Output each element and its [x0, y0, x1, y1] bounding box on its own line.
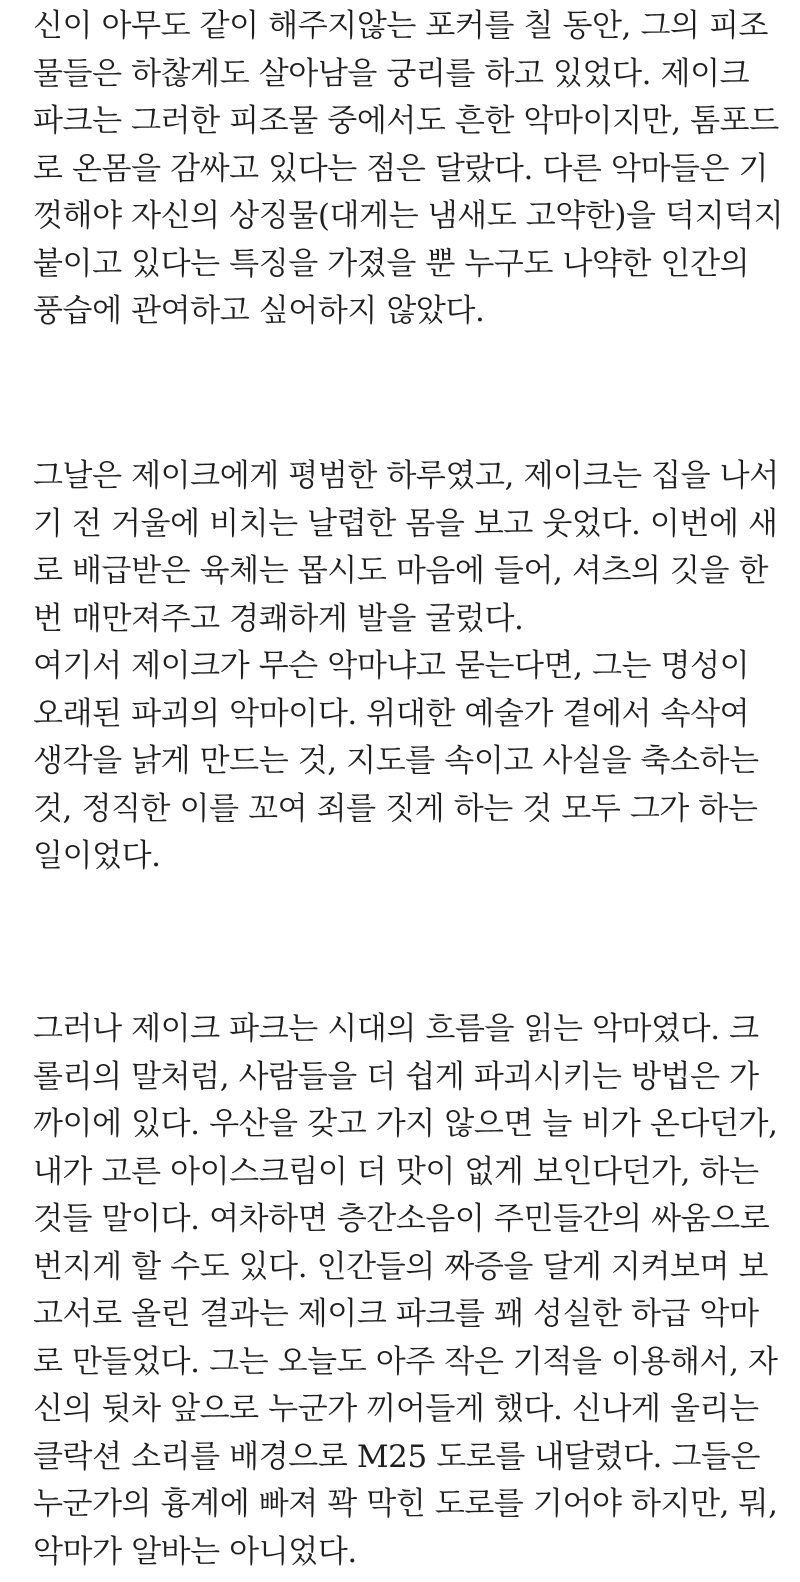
text-line: 내가 고른 아이스크림이 더 맛이 없게 보인다던가, 하는 — [33, 1153, 759, 1190]
text-line: 클락션 소리를 배경으로 M25 도로를 내달렸다. 그들은 — [33, 1438, 761, 1475]
text-line: 누군가의 흉계에 빠져 꽉 막힌 도로를 기어야 하지만, 뭐, — [33, 1486, 778, 1522]
text-line: 오래된 파괴의 악마이다. 위대한 예술가 곁에서 속삭여 — [33, 695, 750, 732]
text-line: 것들 말이다. 여차하면 층간소음이 주민들간의 싸움으로 — [33, 1201, 770, 1237]
text-line: 껏해야 자신의 상징물(대게는 냄새도 고약한)을 덕지덕지 — [33, 198, 784, 234]
text-line: 번지게 할 수도 있다. 인간들의 짜증을 달게 지켜보며 보 — [33, 1248, 769, 1285]
text-line: 로 만들었다. 그는 오늘도 아주 작은 기적을 이용해서, 자 — [33, 1343, 778, 1380]
text-line: 물들은 하찮게도 살아남을 궁리를 하고 있었다. 제이크 — [33, 55, 750, 92]
text-line: 로 배급받은 육체는 몹시도 마음에 들어, 셔츠의 깃을 한 — [33, 553, 769, 589]
text-line: 그러나 제이크 파크는 시대의 흐름을 읽는 악마였다. 크 — [33, 1011, 759, 1047]
text-line: 기 전 거울에 비치는 날렵한 몸을 보고 웃었다. 이번에 새 — [33, 505, 778, 542]
text-line: 여기서 제이크가 무슨 악마냐고 묻는다면, 그는 명성이 — [33, 648, 750, 684]
text-line: 그날은 제이크에게 평범한 하루였고, 제이크는 집을 나서 — [33, 458, 779, 494]
text-line: 신의 뒷차 앞으로 누군가 끼어들게 했다. 신나게 울리는 — [33, 1391, 759, 1427]
text-line: 붙이고 있다는 특징을 가졌을 뿐 누구도 나약한 인간의 — [33, 245, 750, 282]
text-line: 번 매만져주고 경쾌하게 발을 굴렀다. — [33, 600, 524, 637]
text-line: 일이었다. — [33, 838, 161, 874]
text-line: 파크는 그러한 피조물 중에서도 흔한 악마이지만, 톰포드 — [33, 103, 779, 139]
text-line: 신이 아무도 같이 해주지않는 포커를 칠 동안, 그의 피조 — [33, 8, 769, 44]
text-line: 악마가 알바는 아니었다. — [33, 1533, 357, 1570]
text-line: 풍습에 관여하고 싶어하지 않았다. — [33, 293, 485, 329]
text-line: 까이에 있다. 우산을 갖고 가지 않으면 늘 비가 온다던가, — [33, 1106, 778, 1142]
text-line: 생각을 낡게 만드는 것, 지도를 속이고 사실을 축소하는 — [33, 743, 759, 779]
text-line: 로 온몸을 감싸고 있다는 점은 달랐다. 다른 악마들은 기 — [33, 150, 769, 187]
text-line: 것, 정직한 이를 꼬여 죄를 짓게 하는 것 모두 그가 하는 — [33, 790, 758, 827]
text-line: 롤리의 말처럼, 사람들을 더 쉽게 파괴시키는 방법은 가 — [33, 1058, 759, 1095]
text-line: 고서로 올린 결과는 제이크 파크를 꽤 성실한 하급 악마 — [33, 1296, 759, 1332]
